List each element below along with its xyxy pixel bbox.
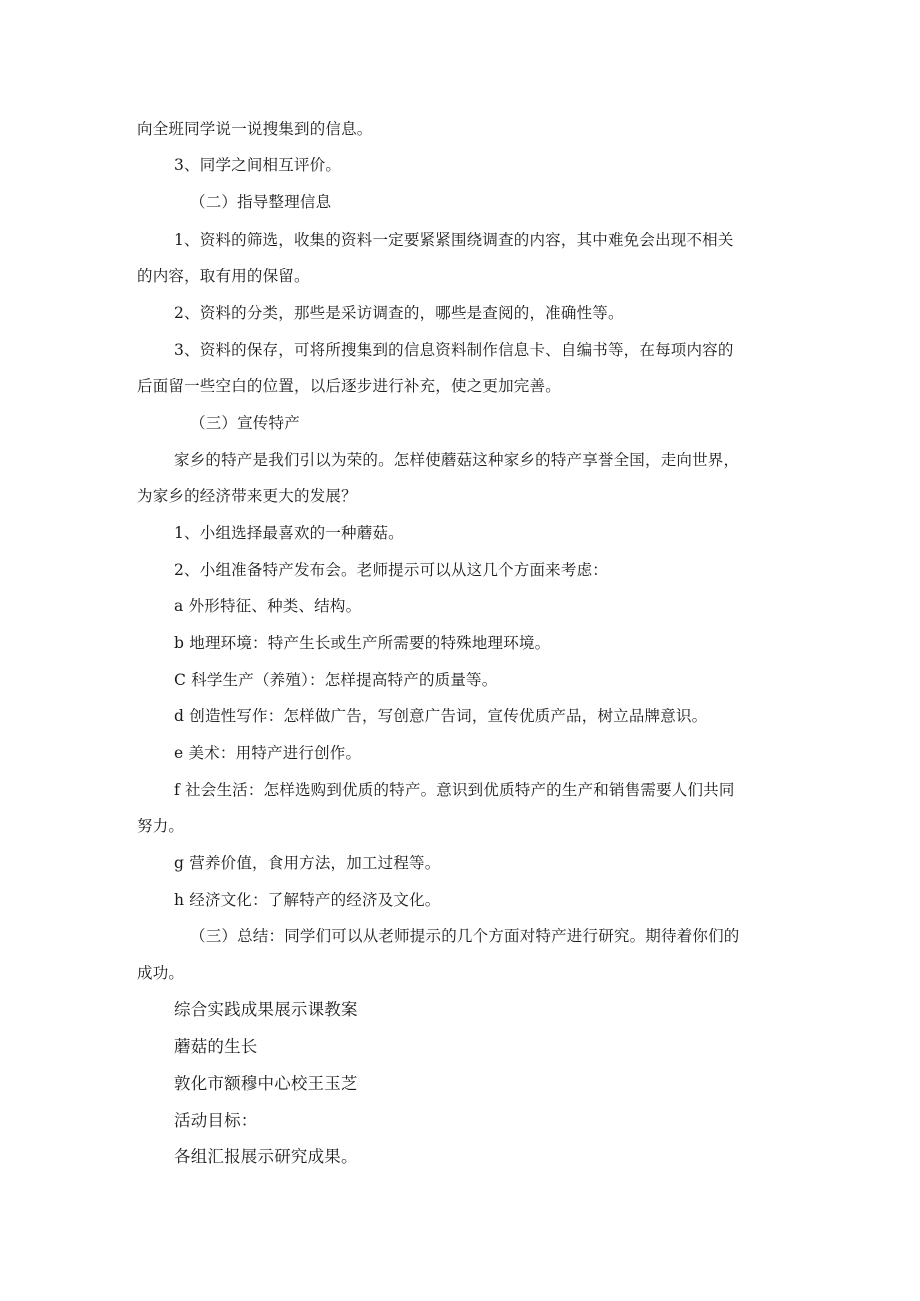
list-item-g: g 营养价值，食用方法，加工过程等。	[174, 854, 441, 872]
text-line-7: 3、资料的保存，可将所搜集到的信息资料制作信息卡、自编书等，在每项内容的	[174, 341, 734, 359]
objectives-text: 各组汇报展示研究成果。	[174, 1147, 358, 1166]
author-line: 敦化市额穆中心校王玉芝	[174, 1074, 358, 1093]
text-line-11: 为家乡的经济带来更大的发展？	[137, 487, 357, 505]
text-line-8: 后面留一些空白的位置，以后逐步进行补充，使之更加完善。	[137, 377, 561, 395]
section-summary: （三）总结：同学们可以从老师提示的几个方面对特产进行研究。期待着你们的	[190, 927, 740, 945]
section-heading-organize: （二）指导整理信息	[190, 193, 332, 211]
list-item-c: C 科学生产（养殖）：怎样提高特产的质量等。	[174, 671, 498, 689]
list-item-h: h 经济文化：了解特产的经济及文化。	[174, 891, 441, 909]
text-line-13: 2、小组准备特产发布会。老师提示可以从这几个方面来考虑：	[174, 561, 608, 579]
list-item-d: d 创造性写作：怎样做广告，写创意广告词，宣传优质产品，树立品牌意识。	[174, 707, 708, 725]
list-item-e: e 美术：用特产进行创作。	[174, 744, 362, 762]
list-item-f-cont: 努力。	[137, 817, 185, 835]
section-heading-promote: （三）宣传特产	[190, 414, 300, 432]
document-subtitle: 蘑菇的生长	[174, 1037, 258, 1056]
text-line-2: 3、同学之间相互评价。	[174, 156, 342, 174]
text-line-12: 1、小组选择最喜欢的一种蘑菇。	[174, 524, 404, 542]
list-item-f: f 社会生活：怎样选购到优质的特产。意识到优质特产的生产和销售需要人们共同	[174, 781, 735, 799]
list-item-a: a 外形特征、种类、结构。	[174, 597, 362, 615]
objectives-heading: 活动目标：	[174, 1111, 258, 1130]
text-line-4: 1、资料的筛选，收集的资料一定要紧紧围绕调查的内容，其中难免会出现不相关	[174, 231, 734, 249]
section-summary-cont: 成功。	[137, 964, 185, 982]
text-line-1: 向全班同学说一说搜集到的信息。	[137, 120, 373, 138]
document-title: 综合实践成果展示课教案	[174, 1000, 358, 1019]
text-line-10: 家乡的特产是我们引以为荣的。怎样使蘑菇这种家乡的特产享誉全国，走向世界，	[174, 451, 740, 469]
text-line-5: 的内容，取有用的保留。	[137, 267, 310, 285]
list-item-b: b 地理环境：特产生长或生产所需要的特殊地理环境。	[174, 634, 551, 652]
text-line-6: 2、资料的分类，那些是采访调查的，哪些是查阅的，准确性等。	[174, 304, 624, 322]
